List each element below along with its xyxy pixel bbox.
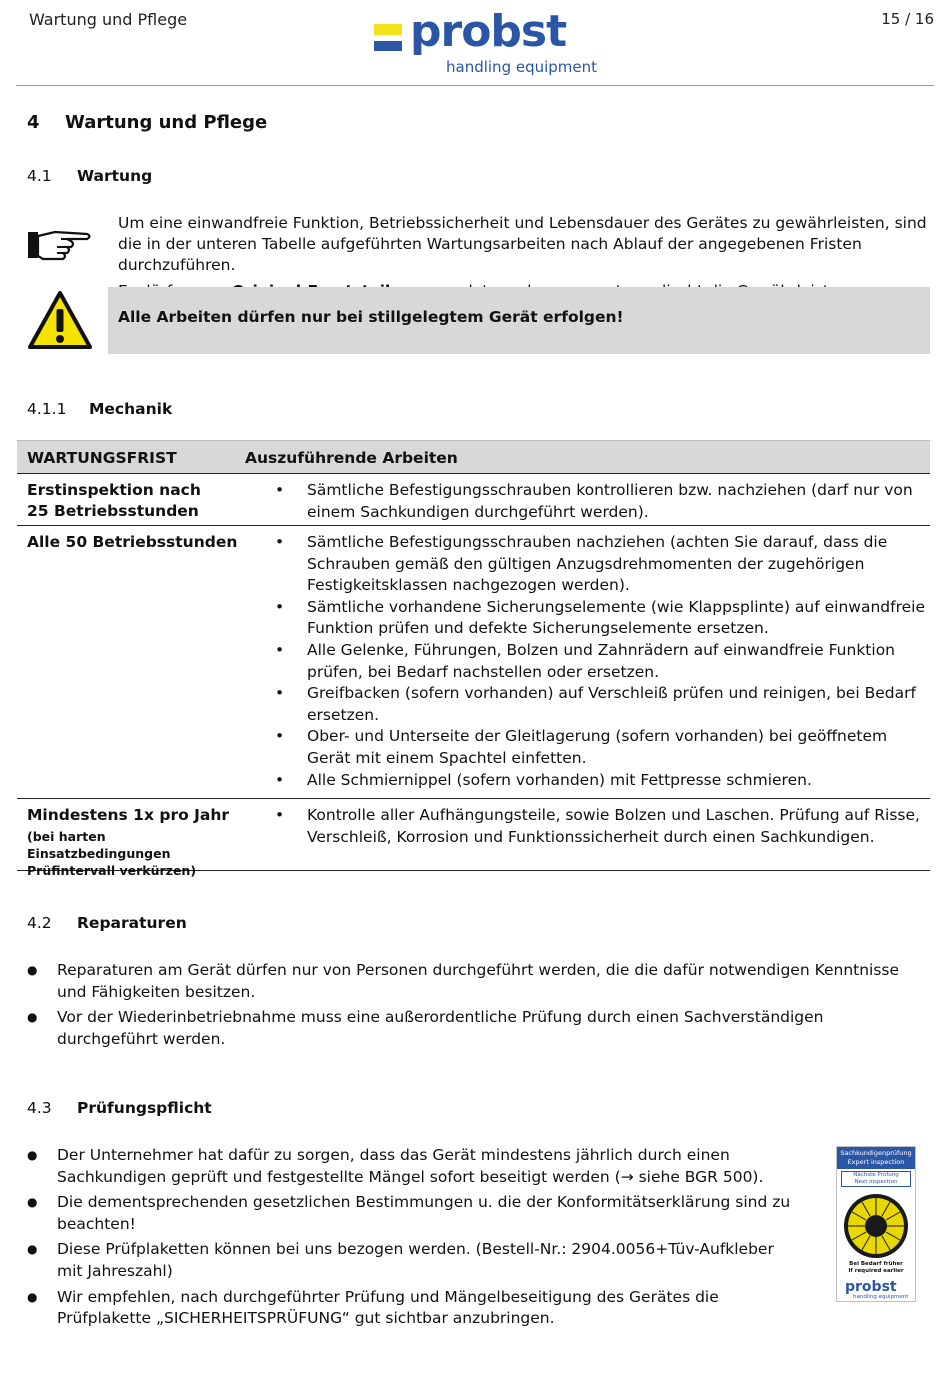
task-item: • Kontrolle aller Aufhängungsteile, sowie Bolzen und Laschen. Prüfung auf Risse, Verschleiß, Korrosion und Funktionssicherheit durch einen Sachkundigen. — [275, 805, 925, 848]
warning-triangle-icon — [27, 290, 93, 350]
sticker-bottom-line: If required earlier — [848, 1268, 904, 1274]
row-interval-label — [27, 805, 247, 879]
header-divider — [16, 85, 934, 86]
list-item: ● Reparaturen am Gerät dürfen nur von Personen durchgeführt werden, die die dafür notwendigen Kenntnisse und Fähigkeiten besitzen. — [27, 960, 907, 1003]
column-header-tasks: Auszuführende Arbeiten — [245, 449, 458, 467]
interval-line: Alle 50 Betriebsstunden — [27, 533, 238, 551]
section-number: 4.2 — [27, 914, 52, 932]
task-item: • Ober- und Unterseite der Gleitlagerung (sofern vorhanden) bei geöffnetem Gerät mit einem Spachtel einfetten. — [275, 726, 925, 769]
pointing-hand-icon — [27, 226, 93, 266]
task-item: • Alle Gelenke, Führungen, Bolzen und Zahnrädern auf einwandfreie Funktion prüfen, bei Bedarf nachstellen oder ersetzen. — [275, 640, 925, 683]
maintenance-table — [17, 440, 930, 878]
section-number: 4.3 — [27, 1099, 52, 1117]
logo-subtitle: handling equipment — [446, 58, 598, 76]
interval-line: 25 Betriebsstunden — [27, 502, 199, 520]
section-4-2-heading — [27, 914, 187, 932]
section-title: Wartung — [77, 167, 153, 185]
interval-line: Mindestens 1x pro Jahr — [27, 806, 230, 824]
sticker-bottom-line: Bei Bedarf früher — [849, 1261, 903, 1267]
inspection-sticker-image — [836, 1146, 916, 1302]
section-4-3-heading — [27, 1099, 212, 1117]
list-item: ● Vor der Wiederinbetriebnahme muss eine außerordentliche Prüfung durch einen Sachverständigen durchgeführt werden. — [27, 1007, 907, 1050]
section-4-heading — [27, 112, 267, 133]
task-item: • Alle Schmiernippel (sofern vorhanden) mit Fettpresse schmieren. — [275, 770, 925, 792]
section-4-1-heading — [27, 167, 152, 185]
column-header-interval: WARTUNGSFRIST — [27, 449, 177, 467]
table-header — [17, 440, 930, 473]
sticker-logo-sub: handling equipment — [853, 1294, 909, 1300]
logo-word: probst — [410, 6, 567, 57]
task-item: • Greifbacken (sofern vorhanden) auf Verschleiß prüfen und reinigen, bei Bedarf ersetzen. — [275, 683, 925, 726]
inspection-duty-list — [27, 1145, 797, 1334]
section-title: Reparaturen — [77, 914, 187, 932]
logo-bars-icon — [374, 24, 404, 52]
probst-logo — [372, 6, 602, 80]
sticker-next-line: Next inspection — [854, 1179, 898, 1185]
row-interval-label — [27, 532, 247, 553]
section-number: 4.1 — [27, 167, 52, 185]
task-item: • Sämtliche Befestigungsschrauben kontrollieren bzw. nachziehen (darf nur von einem Sachkundigen durchgeführt werden). — [275, 480, 925, 523]
note-paragraph-1: Um eine einwandfreie Funktion, Betriebssicherheit und Lebensdauer des Gerätes zu gewährleisten, sind die in der unteren Tabelle aufgeführten Wartungsarbeiten nach Ablauf der angegebenen Fristen durchzuführen. — [118, 214, 927, 274]
warning-text: Alle Arbeiten dürfen nur bei stillgelegtem Gerät erfolgen! — [118, 308, 624, 326]
sticker-title-line: Sachkundigenprüfung — [840, 1149, 912, 1157]
header-section-title: Wartung und Pflege — [29, 10, 188, 29]
list-item: ● Die dementsprechenden gesetzlichen Bestimmungen u. die der Konformitätserklärung sind zu beachten! — [27, 1192, 797, 1235]
page-number: 15 / 16 — [881, 10, 934, 28]
section-title: Mechanik — [89, 400, 173, 418]
section-number: 4 — [27, 112, 40, 133]
task-list — [275, 805, 925, 848]
row-interval-label — [27, 480, 247, 522]
sticker-next — [841, 1171, 911, 1187]
section-title: Wartung und Pflege — [65, 112, 268, 133]
list-item: ● Diese Prüfplaketten können bei uns bezogen werden. (Bestell-Nr.: 2904.0056+Tüv-Aufkleber mit Jahreszahl) — [27, 1239, 797, 1282]
task-list — [275, 532, 925, 791]
inspection-dial-icon — [843, 1193, 909, 1259]
sticker-title — [837, 1147, 915, 1169]
table-row — [17, 525, 930, 798]
interval-line: Erstinspektion nach — [27, 481, 201, 499]
task-list — [275, 480, 925, 523]
table-row — [17, 798, 930, 878]
list-item: ● Wir empfehlen, nach durchgeführter Prüfung und Mängelbeseitigung des Gerätes die Prüfplakette „SICHERHEITSPRÜFUNG“ gut sichtbar anzubringen. — [27, 1287, 797, 1330]
repairs-list — [27, 960, 907, 1054]
task-item: • Sämtliche vorhandene Sicherungselemente (wie Klappsplinte) auf einwandfreie Funktion prüfen und defekte Sicherungselemente ersetzen. — [275, 597, 925, 640]
sticker-next-line: Nächste Prüfung — [853, 1172, 899, 1178]
task-item: • Sämtliche Befestigungsschrauben nachziehen (achten Sie darauf, dass die Schrauben gemäß den gültigen Anzugsdrehmomenten der zugehörigen Festigkeitsklassen nachgezogen werden). — [275, 532, 925, 597]
section-title: Prüfungspflicht — [77, 1099, 212, 1117]
table-row — [17, 473, 930, 525]
section-number: 4.1.1 — [27, 400, 67, 418]
section-4-1-1-heading — [27, 400, 172, 418]
list-item: ● Der Unternehmer hat dafür zu sorgen, dass das Gerät mindestens jährlich durch einen Sachkundigen geprüft und festgestellte Mängel sofort beseitigt werden (→ siehe BGR 500). — [27, 1145, 797, 1188]
interval-note: (bei harten Einsatzbedingungen Prüfintervall verkürzen) — [27, 829, 197, 878]
sticker-bottom-text — [839, 1261, 913, 1275]
sticker-title-line: Expert inspection — [847, 1158, 905, 1166]
sticker-logo: probst — [845, 1279, 897, 1295]
